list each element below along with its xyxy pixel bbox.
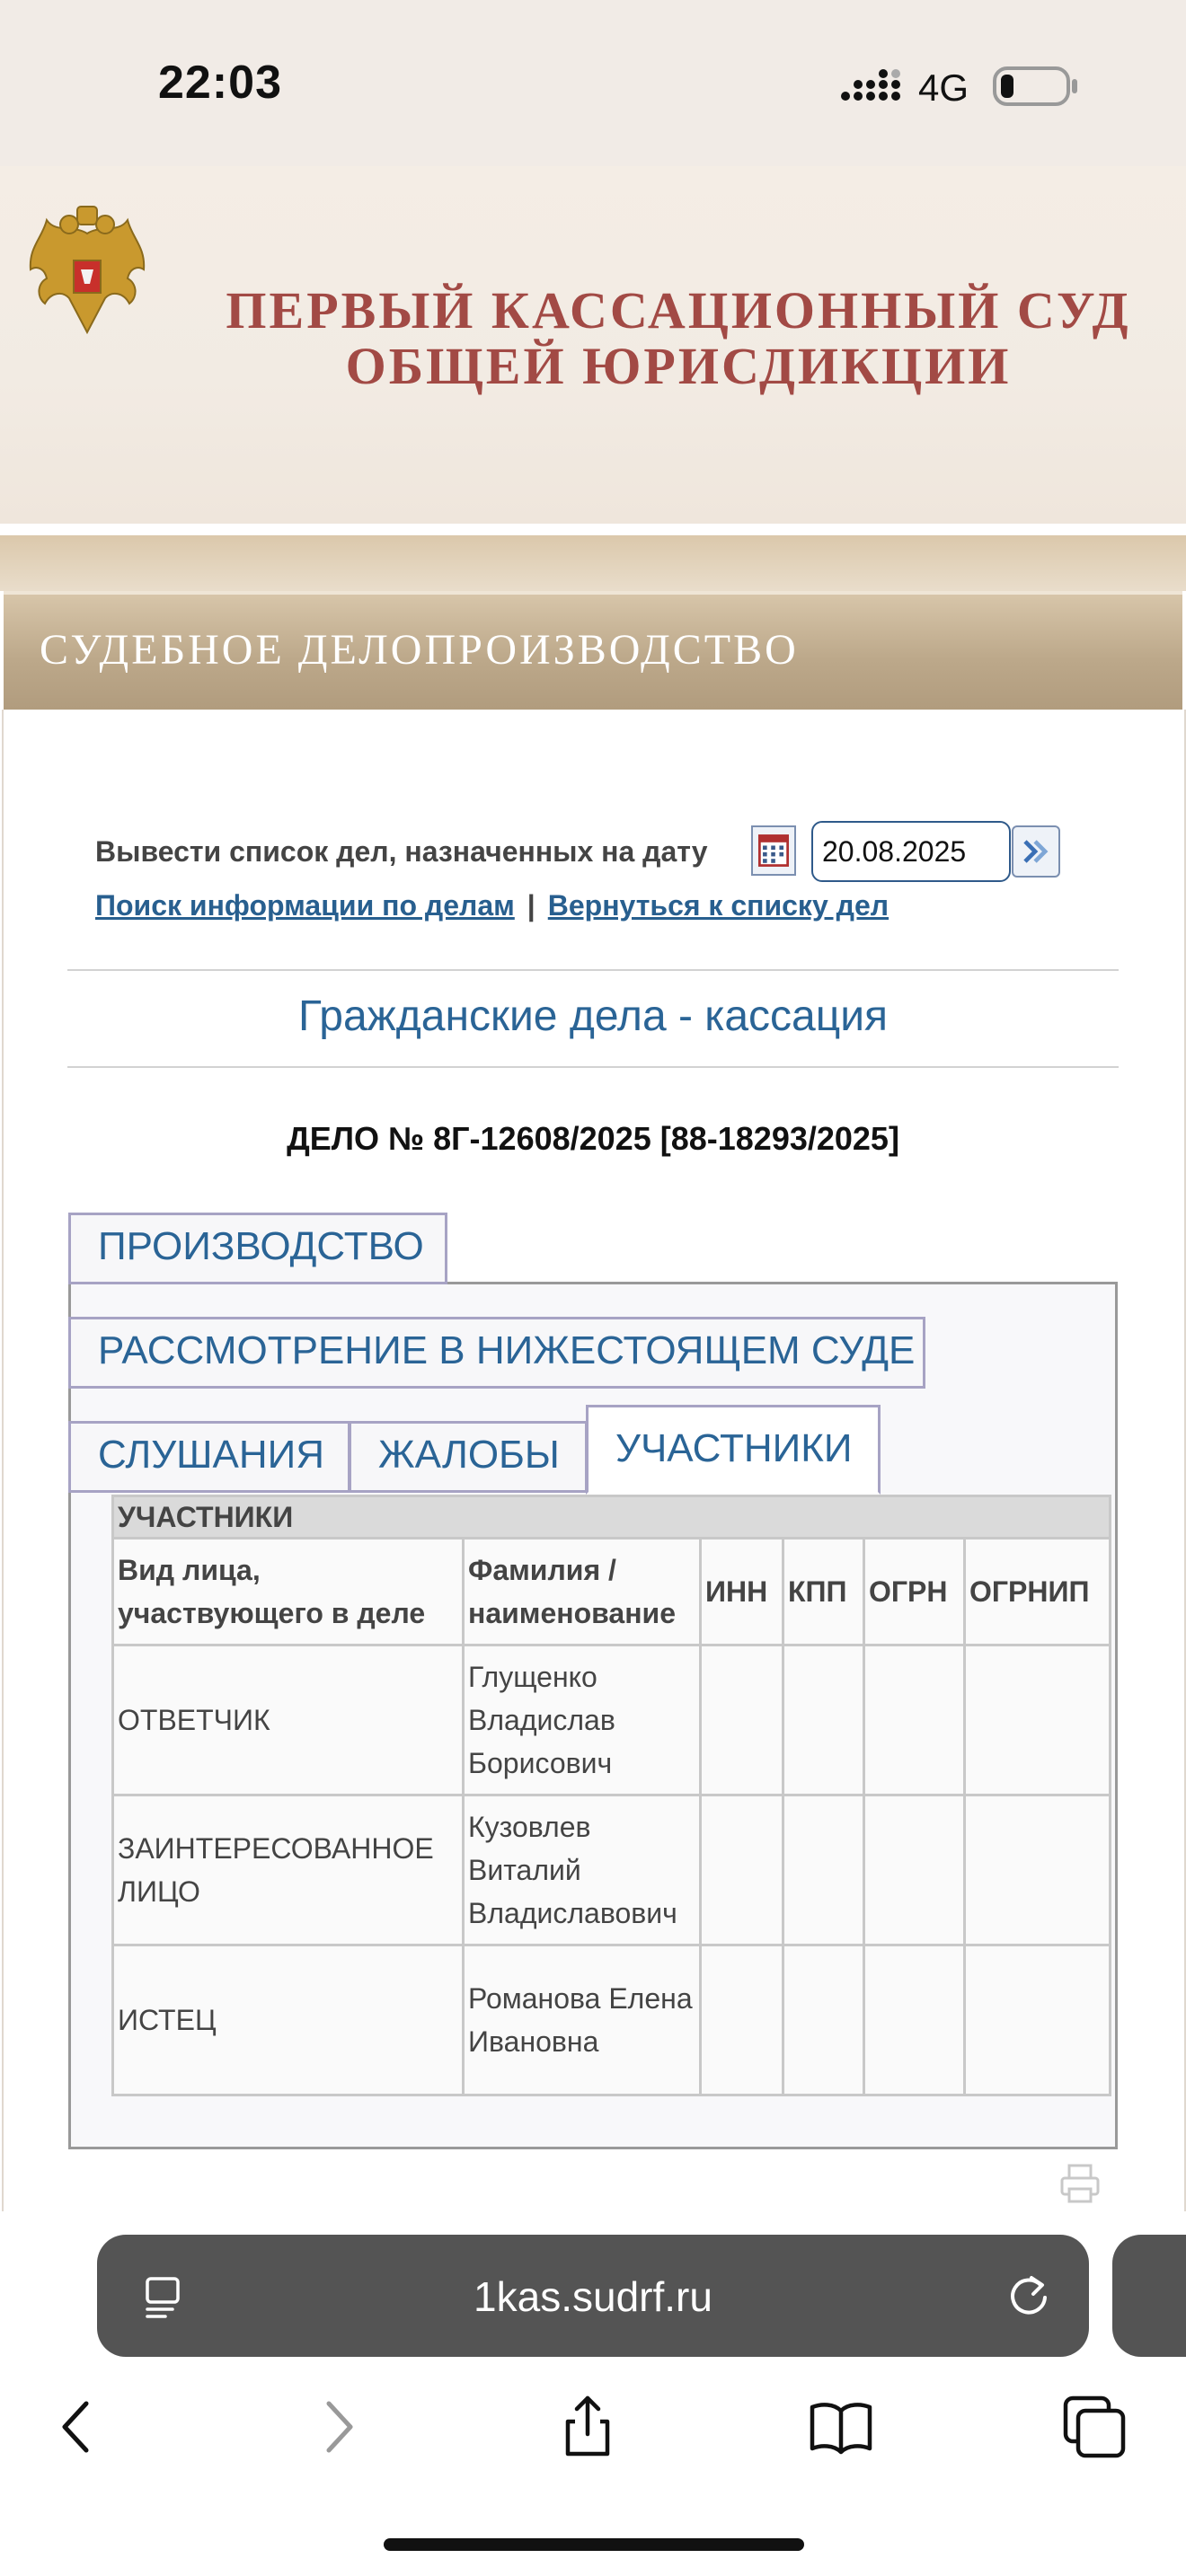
- participant-ogrn: [864, 1645, 965, 1795]
- table-row: [113, 1645, 1111, 1795]
- links-row: [95, 889, 889, 922]
- participant-name: Глущенко Владислав Борисович: [464, 1645, 701, 1795]
- column-header-inn: ИНН: [701, 1539, 783, 1645]
- participant-ogrnip: [965, 1945, 1111, 2095]
- participant-inn: [701, 1945, 783, 2095]
- calendar-icon[interactable]: [751, 825, 796, 876]
- tab-hearings[interactable]: СЛУШАНИЯ: [68, 1421, 350, 1493]
- russian-coat-of-arms-icon: [20, 198, 155, 340]
- back-arrow-icon[interactable]: [45, 2395, 110, 2459]
- participant-inn: [701, 1645, 783, 1795]
- go-arrow-icon[interactable]: [1012, 825, 1060, 878]
- bookmarks-icon[interactable]: [809, 2395, 873, 2459]
- tab-proceedings[interactable]: ПРОИЗВОДСТВО: [68, 1213, 447, 1284]
- participant-name: Кузовлев Виталий Владиславович: [464, 1795, 701, 1945]
- section-banner-top: [0, 535, 1186, 591]
- tab-lower-court[interactable]: РАССМОТРЕНИЕ В НИЖЕСТОЯЩЕМ СУДЕ: [68, 1317, 925, 1389]
- column-header-ogrn: ОГРН: [864, 1539, 965, 1645]
- participant-kpp: [783, 1795, 864, 1945]
- participants-table: [111, 1495, 1111, 2096]
- network-type-label: 4G: [918, 66, 969, 109]
- home-indicator: [384, 2538, 804, 2551]
- participant-inn: [701, 1795, 783, 1945]
- participant-ogrnip: [965, 1795, 1111, 1945]
- date-filter-label: Вывести список дел, назначенных на дату: [95, 835, 708, 868]
- participant-kpp: [783, 1645, 864, 1795]
- print-icon[interactable]: [1058, 2162, 1102, 2205]
- table-caption: УЧАСТНИКИ: [113, 1496, 1111, 1539]
- column-header-name: Фамилия / наименование: [464, 1539, 701, 1645]
- table-row: [113, 1945, 1111, 2095]
- column-header-ogrnip: ОГРНИП: [965, 1539, 1111, 1645]
- tabs-icon[interactable]: [1062, 2395, 1127, 2459]
- status-time: 22:03: [158, 57, 282, 109]
- reload-icon[interactable]: [1005, 2269, 1053, 2321]
- court-title-line-1: ПЕРВЫЙ КАССАЦИОННЫЙ СУД: [226, 281, 1131, 340]
- table-header-row: [113, 1539, 1111, 1645]
- court-title: [216, 283, 1141, 394]
- participant-ogrn: [864, 1795, 965, 1945]
- participant-role: ИСТЕЦ: [113, 1945, 464, 2095]
- case-number: ДЕЛО № 8Г-12608/2025 [88-18293/2025]: [287, 1120, 899, 1157]
- participant-ogrnip: [965, 1645, 1111, 1795]
- cellular-signal-icon: [840, 68, 903, 104]
- forward-arrow-icon[interactable]: [305, 2395, 370, 2459]
- date-input[interactable]: [811, 821, 1011, 882]
- link-separator: |: [527, 889, 535, 922]
- back-to-list-link[interactable]: Вернуться к списку дел: [547, 889, 890, 922]
- tab-participants[interactable]: УЧАСТНИКИ: [586, 1405, 881, 1495]
- participant-ogrn: [864, 1945, 965, 2095]
- header-divider: [0, 524, 1186, 535]
- divider-top: [67, 969, 1119, 971]
- section-title: СУДЕБНОЕ ДЕЛОПРОИЗВОДСТВО: [40, 626, 799, 674]
- court-title-line-2: ОБЩЕЙ ЮРИСДИКЦИИ: [345, 337, 1012, 395]
- next-tab-address-bar[interactable]: [1112, 2235, 1186, 2357]
- table-caption-row: [113, 1496, 1111, 1539]
- table-row: [113, 1795, 1111, 1945]
- participant-name: Романова Елена Ивановна: [464, 1945, 701, 2095]
- column-header-role: Вид лица, участвующего в деле: [113, 1539, 464, 1645]
- divider-bottom: [67, 1066, 1119, 1068]
- participant-role: ОТВЕТЧИК: [113, 1645, 464, 1795]
- url-text[interactable]: 1kas.sudrf.ru: [474, 2273, 712, 2320]
- tab-complaints[interactable]: ЖАЛОБЫ: [349, 1421, 588, 1493]
- case-category-title: Гражданские дела - кассация: [297, 992, 889, 1040]
- participant-kpp: [783, 1945, 864, 2095]
- share-icon[interactable]: [555, 2395, 620, 2459]
- search-cases-link[interactable]: Поиск информации по делам: [95, 889, 515, 922]
- column-header-kpp: КПП: [783, 1539, 864, 1645]
- battery-icon: [993, 65, 1079, 108]
- participant-role: ЗАИНТЕРЕСОВАННОЕ ЛИЦО: [113, 1795, 464, 1945]
